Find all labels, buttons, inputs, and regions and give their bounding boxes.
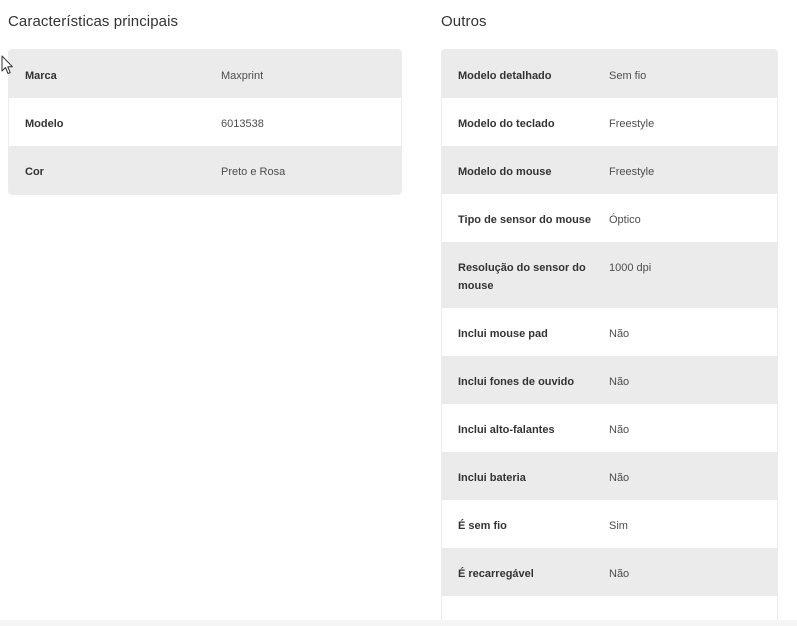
spec-value: Freestyle (609, 166, 655, 178)
spec-value: 6013538 (221, 118, 264, 130)
table-row (442, 404, 777, 452)
main-features-title: Características principais (8, 13, 179, 30)
spec-key: Tipo de sensor do mouse (458, 214, 592, 226)
spec-key: Modelo detalhado (458, 70, 552, 82)
table-row (442, 500, 777, 548)
spec-value: Preto e Rosa (221, 166, 286, 178)
main-features-table (8, 49, 402, 195)
spec-value: Não (609, 568, 630, 580)
table-row (442, 146, 777, 194)
spec-key: Modelo (25, 118, 64, 130)
table-row (9, 98, 401, 146)
table-row (442, 308, 777, 356)
spec-value: Óptico (609, 214, 641, 226)
spec-value: 1000 dpi (609, 262, 652, 274)
spec-key: Inclui bateria (458, 472, 526, 484)
table-row (442, 356, 777, 404)
spec-value: Não (609, 376, 630, 388)
spec-value: Sim (609, 520, 628, 532)
mouse-pointer-icon (1, 55, 15, 75)
spec-value: Maxprint (221, 70, 264, 82)
table-row (442, 98, 777, 146)
spec-value: Não (609, 472, 630, 484)
table-row (9, 146, 401, 194)
table-row (442, 452, 777, 500)
other-features-title: Outros (441, 13, 487, 30)
spec-key: Modelo do teclado (458, 118, 555, 130)
spec-value: Não (609, 328, 630, 340)
spec-key: Marca (25, 70, 57, 82)
spec-value: Sem fio (609, 70, 647, 82)
spec-key: Resolução do sensor do mouse (458, 262, 586, 292)
table-row (9, 50, 401, 98)
spec-value: Freestyle (609, 118, 655, 130)
spec-key: Inclui mouse pad (458, 328, 548, 340)
table-row (442, 194, 777, 242)
table-row (442, 242, 777, 308)
table-row (442, 548, 777, 596)
table-row (442, 50, 777, 98)
spec-key: É recarregável (458, 568, 534, 580)
spec-key: Modelo do mouse (458, 166, 552, 178)
spec-value: Não (609, 424, 630, 436)
spec-key: Inclui fones de ouvido (458, 376, 575, 388)
spec-key: Cor (25, 166, 44, 178)
spec-key: É sem fio (458, 520, 507, 532)
bottom-edge (0, 620, 797, 626)
spec-key: Inclui alto-falantes (458, 424, 555, 436)
other-features-table (441, 49, 778, 626)
